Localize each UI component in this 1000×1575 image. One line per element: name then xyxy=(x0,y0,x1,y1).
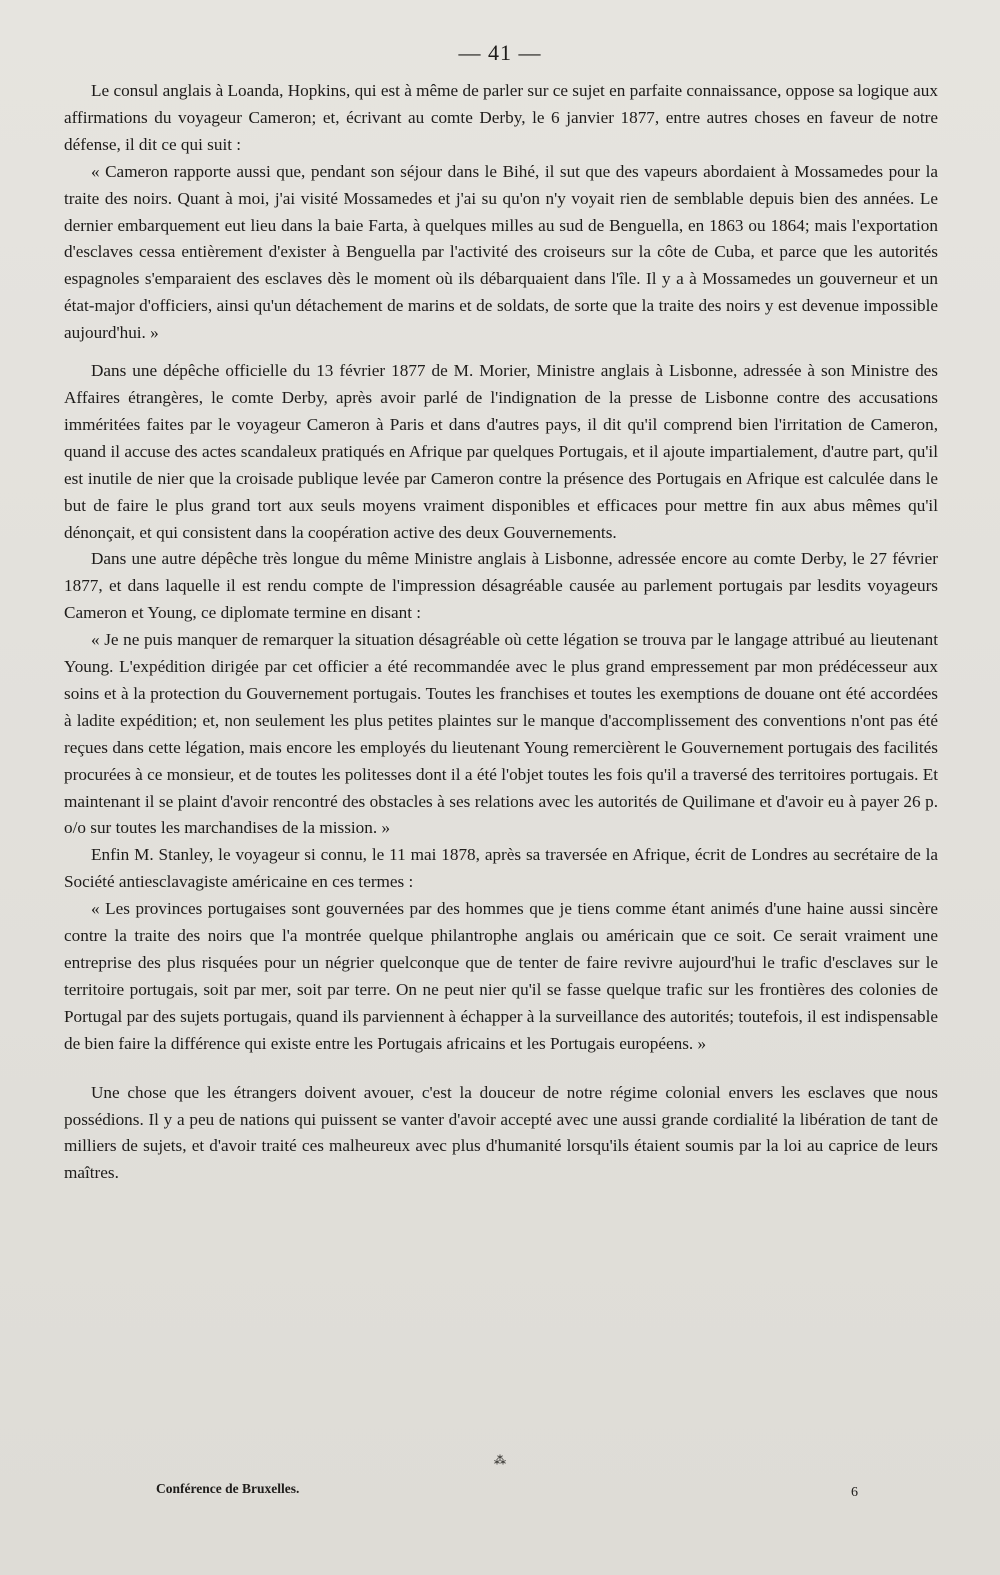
paragraph-stanley: Enfin M. Stanley, le voyageur si connu, le 11 mai 1878, après sa traversée en Afrique, écrit de Londres au secrétaire de la Société antiesclavagiste américaine en ces termes : xyxy=(64,845,938,892)
quote-stanley: « Les provinces portugaises sont gouvernées par des hommes que je tiens comme étant animés d'une haine aussi sincère contre la traite des noirs que l'a montrée quelque philantrophe anglais ou américain que ce soit. Ce serait vraiment une entreprise des plus risquées pour un négrier quelconque que de tenter de faire revivre aujourd'hui le trafic d'esclaves sur le territoire portugais, soit par mer, soit par terre. On ne peut nier qu'il se fasse quelque trafic sur les frontières des colonies de Portugal par des sujets portugais, quand ils parviennent à échapper à la surveillance des autorités; toutefois, il est indispensable de bien faire la différence qui existe entre les Portugais africains et les Portugais européens. » xyxy=(64,899,938,1053)
paragraph-consul-hopkins: Le consul anglais à Loanda, Hopkins, qui est à même de parler sur ce sujet en parfaite connaissance, oppose sa logique aux affirmations du voyageur Cameron; et, écrivant au comte Derby, le 6 janvier 1877, entre autres choses en faveur de notre défense, il dit ce qui suit : xyxy=(64,81,938,154)
section-asterism: ⁂ xyxy=(494,1453,506,1467)
paragraph-morier-dispatch: Dans une dépêche officielle du 13 février 1877 de M. Morier, Ministre anglais à Lisbonne, adressée à son Ministre des Affaires étrangères, le comte Derby, après avoir parlé de l'indignation de la presse de Lisbonne contre des accusations imméritées faites par le voyageur Cameron à Paris et dans d'autres pays, il dit qu'il comprend bien l'irritation de Cameron, quand il accuse des actes scandaleux pratiqués en Afrique par quelques Portugais, et il ajoute impartialement, d'autre part, qu'il est inutile de nier que la croisade publique levée par Cameron contre la présence des Portugais en Afrique est calculée dans le but de faire le plus grand tort aux seuls moyens vraiment disponibles et efficaces pour mettre fin aux abus mêmes qu'il dénonçait, et qui consistent dans la coopération active des deux Gouvernements. xyxy=(64,361,938,542)
body-text xyxy=(64,78,938,1187)
footer-source: Conférence de Bruxelles. xyxy=(156,1481,300,1496)
footer-signature-mark: 6 xyxy=(851,1485,858,1500)
page-number: — 41 — xyxy=(458,40,542,65)
quote-young-expedition: « Je ne puis manquer de remarquer la situation désagréable où cette légation se trouva par le langage attribué au lieutenant Young. L'expédition dirigée par cet officier a été recommandée avec le plus grand empressement par mon prédécesseur aux soins et à la protection du Gouvernement portugais. Toutes les franchises et toutes les exemptions de douane ont été accordées à ladite expédition; et, non seulement les plus petites plaintes sur le manque d'accomplissement des conventions n'ont pas été reçues dans cette légation, mais encore les employés du lieutenant Young remercièrent le Gouvernement portugais des facilités procurées à ce monsieur, et de toutes les politesses dont il a été l'objet toutes les fois qu'il a traversé des territoires portugais. Et maintenant il se plaint d'avoir rencontré des obstacles à ses relations avec les autorités de Quilimane et d'avoir eu à payer 26 p. o/o sur toutes les marchandises de la mission. » xyxy=(64,630,938,838)
paragraph-second-dispatch: Dans une autre dépêche très longue du même Ministre anglais à Lisbonne, adressée encore au comte Derby, le 27 février 1877, et dans laquelle il est rendu compte de l'impression désagréable causée au parlement portugais par lesdits voyageurs Cameron et Young, ce diplomate termine en disant : xyxy=(64,549,938,623)
quote-cameron-mossamedes: « Cameron rapporte aussi que, pendant son séjour dans le Bihé, il sut que des vapeurs abordaient à Mossamedes pour la traite des noirs. Quant à moi, j'ai visité Mossamedes et j'ai su qu'on n'y voyait rien de semblable depuis bien des années. Le dernier embarquement eut lieu dans la baie Farta, à quelques milles au sud de Benguella, en 1863 ou 1864; mais l'exportation d'esclaves cessa entièrement d'exister à Benguella par l'activité des croiseurs sur la côte de Cuba, et parce que les autorités espagnoles s'emparaient des esclaves dès le moment où ils débarquaient dans l'île. Il y a à Mossamedes un gouverneur et un état-major d'officiers, ainsi qu'un détachement de marins et de soldats, de sorte que la traite des noirs y est devenue impossible aujourd'hui. » xyxy=(64,161,938,343)
paragraph-conclusion: Une chose que les étrangers doivent avouer, c'est la douceur de notre régime colonial envers les esclaves que nous possédions. Il y a peu de nations qui puissent se vanter d'avoir accepté avec une aussi grande cordialité la libération de tant de milliers de sujets, et d'avoir traité ces malheureux avec plus d'humanité lorsqu'ils étaient soumis par la loi au caprice de leurs maîtres. xyxy=(64,1082,938,1183)
